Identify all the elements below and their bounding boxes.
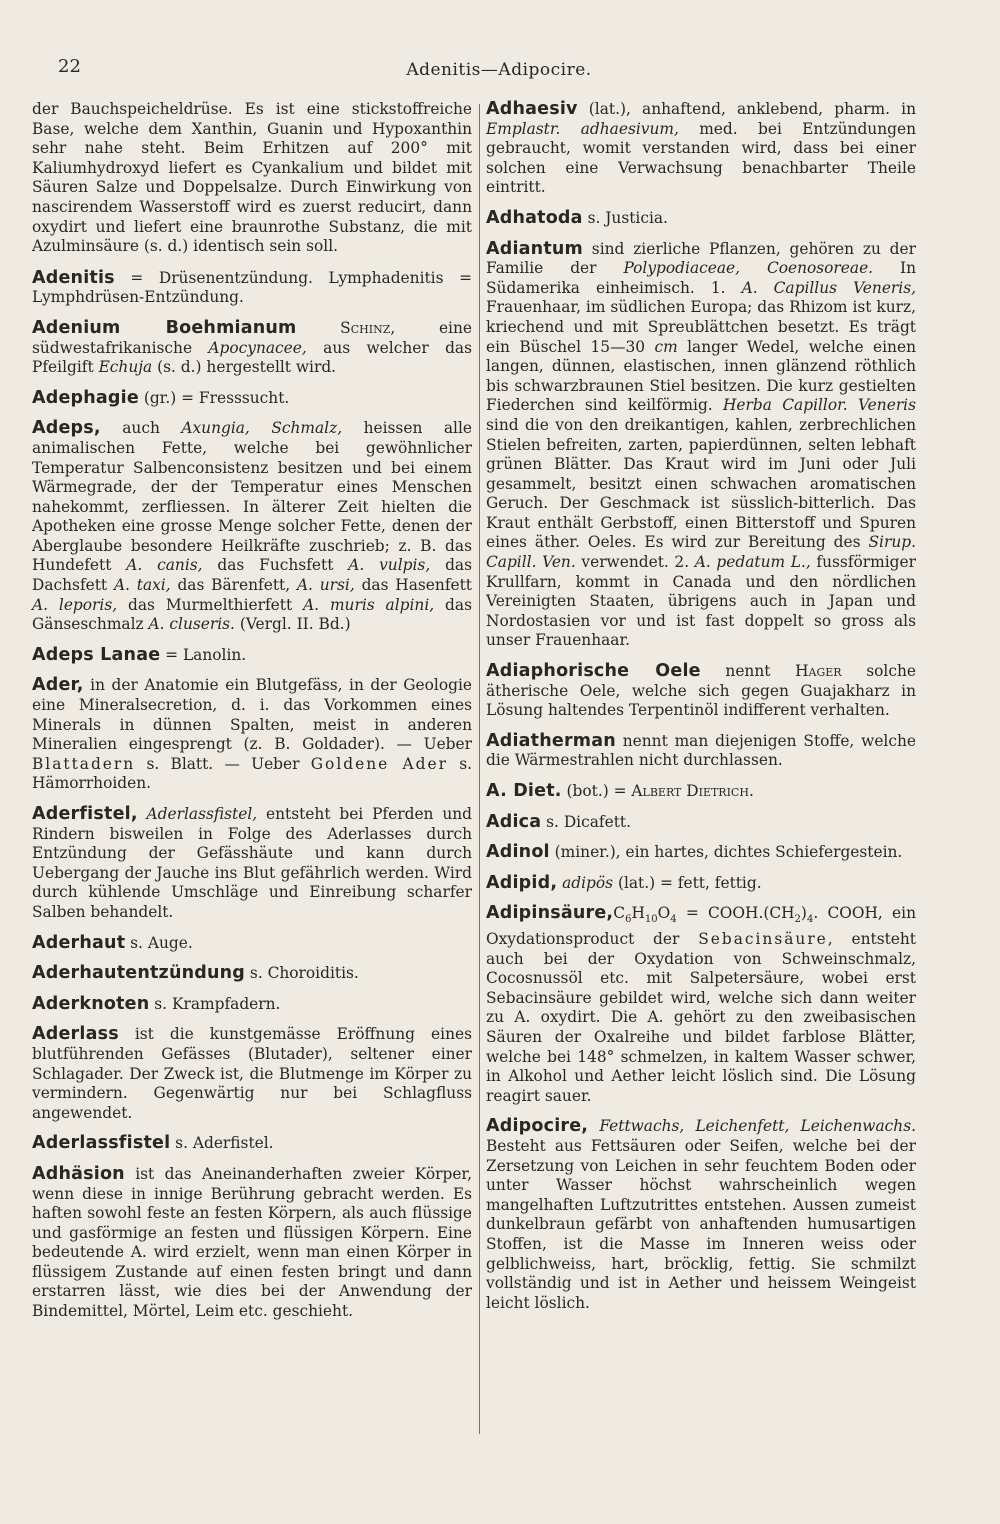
- italic-term: cm: [654, 337, 678, 356]
- text: das Gänseschmalz: [32, 595, 472, 634]
- italic-term: A. taxi,: [113, 576, 171, 595]
- text: das Fuchsfett: [202, 556, 349, 575]
- text: das Murmelthierfett: [117, 595, 304, 614]
- italic-term: Aderlassfistel,: [146, 805, 258, 823]
- text: auch: [100, 419, 182, 438]
- entry-aderhautentzuendung: [32, 964, 472, 984]
- headword: Aderfistel,: [32, 804, 138, 824]
- entry-adenitis: [32, 269, 472, 308]
- headword: Aderlassfistel: [32, 1133, 171, 1154]
- text: [588, 1117, 599, 1135]
- entry-aderlass: [32, 1025, 472, 1123]
- text: das Hasenfett: [354, 576, 472, 595]
- italic-term: Emplastr. adhaesivum,: [486, 119, 679, 138]
- italic-term: A. pedatum L.,: [694, 553, 811, 572]
- formula: $C_6H_{10}O_4$ = $COOH.(CH_2)_4$. COOH,: [613, 904, 883, 926]
- entry-adenium: [32, 319, 472, 378]
- entry-adica: [486, 813, 916, 833]
- headword: Adhäsion: [32, 1163, 125, 1184]
- headword: Ader,: [32, 675, 84, 696]
- entry-aderlassfistel: [32, 1134, 472, 1154]
- entry-aderfistel: [32, 805, 472, 923]
- left-column: [32, 100, 472, 1333]
- headword: Adephagie: [32, 387, 139, 408]
- italic-term: A. vulpis,: [348, 556, 431, 575]
- text: in der Anatomie ein Blutgefäss, in der Geologie eine Mineralsecretion, d. i. das Vorkommen eines Minerals in dünnen Spalten, meist in anderen Mineralien eingesprengt (z. B. Goldader). — Ueber: [32, 676, 472, 754]
- headword: Aderhautentzündung: [32, 963, 246, 984]
- headword: Adica: [486, 811, 542, 832]
- headword: Adinol: [486, 842, 550, 863]
- headword: Adeps Lanae: [32, 644, 161, 665]
- spaced-term: Blattadern: [32, 754, 136, 773]
- entry-adiatherman: [486, 732, 916, 771]
- text: sind zierliche Pflanzen, gehören zu der Familie der: [486, 239, 916, 278]
- definition: (miner.), ein hartes, dichtes Schiefergestein.: [549, 843, 903, 862]
- definition: s. Justicia.: [582, 208, 668, 227]
- italic-term: A. cluseris.: [148, 615, 235, 634]
- headword: Adipinsäure,: [486, 903, 614, 924]
- headword: Adhaesiv: [486, 99, 578, 119]
- entry-adipocire: [486, 1117, 916, 1313]
- text: s. Blatt. — Ueber: [135, 754, 311, 773]
- italic-term: Axungia, Schmalz,: [181, 419, 343, 438]
- headword: Adeps,: [32, 418, 101, 439]
- entry-adephagie: [32, 389, 472, 409]
- italic-term: adipös: [562, 873, 614, 892]
- entry-adiaphorische-oele: [486, 662, 916, 721]
- spaced-term: Sebacinsäure: [698, 930, 828, 949]
- text: fussförmiger Krullfarn, kommt in Canada und den nördlichen Vereinigten Staaten, übrigens auch in Japan und Nordostasien vor und ist fast doppelt so gross als unser Frauenhaar.: [486, 553, 916, 650]
- text: (s. d.) hergestellt wird.: [152, 358, 337, 377]
- author: Albert Dietrich.: [631, 782, 754, 800]
- text: (lat.) = fett, fettig.: [613, 873, 762, 892]
- author: Schinz: [296, 318, 391, 337]
- text: verwendet. 2.: [575, 553, 695, 572]
- entry-adiantum: [486, 240, 916, 651]
- right-column: [486, 100, 916, 1324]
- definition: nennt man diejenigen Stoffe, welche die Wärmestrahlen nicht durchlassen.: [486, 731, 916, 770]
- entry-adeps-lanae: [32, 646, 472, 666]
- headword: Aderhaut: [32, 932, 126, 953]
- italic-term: Apocynacee,: [208, 338, 307, 357]
- author: Hager: [795, 662, 842, 681]
- definition: s. Auge.: [125, 933, 193, 952]
- text: entsteht bei Pferden und Rindern bisweilen in Folge des Aderlasses durch Entzündung der Gefässhäute und kann durch Uebergang der Jauche ins Blut gefährlich werden. Wird durch kühlende Umschläge und Einreibung scharfer Salben behandelt.: [32, 805, 472, 921]
- text: das Dachsfett: [32, 556, 473, 595]
- continued-text: der Bauchspeicheldrüse. Es ist eine stickstoffreiche Base, welche dem Xanthin, Guanin und Hypoxanthin sehr nahe steht. Beim Erhitzen auf 200° mit Kaliumhydroxyd liefert es Cyankalium und bildet mit Säuren Salze und Doppelsalze. Durch Einwirkung von nascirendem Wasserstoff wird es zuerst reducirt, dann oxydirt und liefert eine braunrothe Substanz, die mit Azulminsäure (s. d.) identisch sein soll.: [32, 100, 472, 256]
- entry-adhaesion: [32, 1165, 472, 1322]
- italic-term: A. leporis,: [32, 595, 118, 614]
- definition: ist das Aneinanderhaften zweier Körper, wenn diese in innige Berührung gebracht werden. Es haften sowohl feste an festen Körpern, als auch flüssige und gasförmige an festen und flüssigen Körpern. Eine bedeutende A. wird erzielt, wenn man einen Körper in flüssigem Zustande auf einen festen bringt und dann erstarren lässt, wie dies bei der Anwendung der Bindemittel, Mörtel, Leim etc. geschieht.: [32, 1164, 472, 1321]
- text: nennt: [700, 662, 796, 681]
- definition: = Lanolin.: [160, 645, 247, 664]
- italic-term: Polypodiaceae, Coenosoreae.: [623, 259, 874, 278]
- text: (lat.), anhaftend, anklebend, pharm. in: [577, 100, 916, 118]
- text: Frauenhaar, im südlichen Europa; das Rhizom ist kurz, kriechend und mit Spreublättchen besetzt. Es trägt ein Büschel 15—30: [486, 298, 916, 356]
- italic-term: Fettwachs, Leichenfett, Leichenwachs.: [599, 1117, 916, 1136]
- text: In Südamerika einheimisch. 1.: [486, 259, 916, 297]
- headword: Adiatherman: [486, 730, 616, 751]
- text: heissen alle animalischen Fette, welche bei gewöhnlicher Temperatur Salbenconsistenz besitzen und bei einem Wärmegrade, der der Temperatur eines Menschen nahekommt, zerfliessen. In älterer Zeit hielten die Apotheken eine grosse Menge solcher Fette, denen der Aberglaube besondere Heilkräfte zuschrieb; z. B. das Hundefett: [32, 419, 472, 575]
- headword: Aderknoten: [32, 993, 150, 1014]
- text: solche ätherische Oele, welche sich gegen Guajakharz in Lösung haltendes Terpentinöl indifferent verhalten.: [486, 662, 916, 720]
- definition: ist die kunstgemässe Eröffnung eines blutführenden Gefässes (Blutader), seltener einer Schlagader. Der Zweck ist, die Blutmenge im Körper zu vermindern. Gegenwärtig nur bei Schlagfluss angewendet.: [32, 1025, 472, 1122]
- italic-term: Herba Capillor. Veneris: [723, 396, 916, 415]
- headword: Adipid,: [486, 872, 558, 893]
- definition: = Drüsenentzündung. Lymphadenitis = Lymphdrüsen-Entzündung.: [32, 268, 472, 307]
- headword: Adenium Boehmianum: [32, 317, 297, 338]
- headword: Adenitis: [32, 267, 115, 288]
- page-header: [58, 56, 940, 86]
- italic-term: A. muris alpini,: [303, 595, 435, 614]
- text: aus welcher das Pfeilgift: [32, 338, 472, 377]
- entry-adhatoda: [486, 209, 916, 229]
- definition: s. Aderfistel.: [170, 1134, 274, 1153]
- entry-adipid: [486, 874, 916, 894]
- italic-term: A. Capillus Veneris,: [741, 278, 916, 297]
- italic-term: A. ursi,: [296, 576, 355, 595]
- spaced-term: Goldene Ader: [310, 754, 448, 773]
- text: (bot.) =: [561, 782, 632, 800]
- entry-ader: [32, 676, 472, 794]
- text: langer Wedel, welche einen langen, dünnen, elastischen, innen glänzend röthlich bis schwarzbraunen Stiel besitzen. Die kurz gestielten Fiederchen sind keilförmig.: [486, 337, 916, 415]
- text: s. Hämorrhoiden.: [32, 754, 472, 793]
- entry-aderknoten: [32, 995, 472, 1015]
- headword: Aderlass: [32, 1024, 119, 1045]
- definition: s. Choroiditis.: [245, 964, 359, 983]
- entry-adipinsaeure: [486, 904, 916, 1106]
- headword: Adiantum: [486, 238, 583, 259]
- column-rule: [479, 104, 480, 1434]
- entry-a-diet: [486, 782, 916, 802]
- page-number: 22: [58, 56, 81, 77]
- headword: A. Diet.: [486, 781, 562, 801]
- text: das Bärenfett,: [170, 576, 297, 595]
- definition: s. Krampfadern.: [149, 994, 281, 1013]
- text: , eine südwestafrikanische: [32, 318, 473, 357]
- italic-term: Sirup. Capill. Ven.: [486, 533, 916, 572]
- entry-adhaesiv: [486, 100, 916, 198]
- text: (Vergl. II. Bd.): [234, 615, 351, 634]
- headword: Adipocire,: [486, 1116, 589, 1137]
- text: med. bei Entzündungen gebraucht, womit verstanden wird, dass bei einer solchen eine Verwachsung benachbarter Theile eintritt.: [486, 119, 916, 197]
- entry-aderhaut: [32, 934, 472, 954]
- italic-term: A. canis,: [126, 556, 203, 575]
- italic-term: Echuja: [98, 358, 153, 377]
- definition: (gr.) = Fresssucht.: [138, 388, 290, 407]
- text: [138, 805, 147, 823]
- headword: Adiaphorische Oele: [486, 661, 701, 682]
- text: Besteht aus Fettsäuren oder Seifen, welche bei der Zersetzung von Leichen in sehr feuchtem Boden oder unter Wasser höchst wahrscheinlich wegen mangelhaften Luftzutrittes entstehen. Aussen zumeist dunkelbraun gefärbt von anhaftenden humusartigen Stoffen, ist die Masse im Inneren weiss oder gelblichweiss, hart, bröcklig, fettig. Sie schmilzt vollständig und ist in Aether und heissem Weingeist leicht löslich.: [486, 1136, 916, 1312]
- text: ein Oxydationsproduct der: [486, 904, 916, 949]
- entry-adeps: [32, 419, 472, 635]
- entry-adinol: [486, 843, 916, 863]
- running-head: Adenitis—Adipocire.: [406, 60, 592, 80]
- text: sind die von den dreikantigen, kahlen, zerbrechlichen Stielen befreiten, zarten, papierdünnen, selten lebhaft grünen Blätter. Das Kraut wird im Juni oder Juli gesammelt, besitzt einen schwachen aromatischen Geruch. Der Geschmack ist süsslich-bitterlich. Das Kraut enthält Gerbstoff, einen Bitterstoff und Spuren eines äther. Oeles. Es wird zur Bereitung des: [486, 415, 916, 552]
- headword: Adhatoda: [486, 207, 583, 228]
- text: , entsteht auch bei der Oxydation von Schweinschmalz, Cocosnussöl etc. mit Salpetersäure, wobei erst Sebacinsäure gebildet wird, welche sich dann weiter zu A. oxydirt. Die A. gehört zu den zweibasischen Säuren der Oxalreihe und bildet farblose Blätter, welche bei 148° schmelzen, in kaltem Wasser schwer, in Alkohol und Aether leicht löslich sind. Die Lösung reagirt sauer.: [486, 930, 916, 1105]
- definition: s. Dicafett.: [541, 812, 631, 831]
